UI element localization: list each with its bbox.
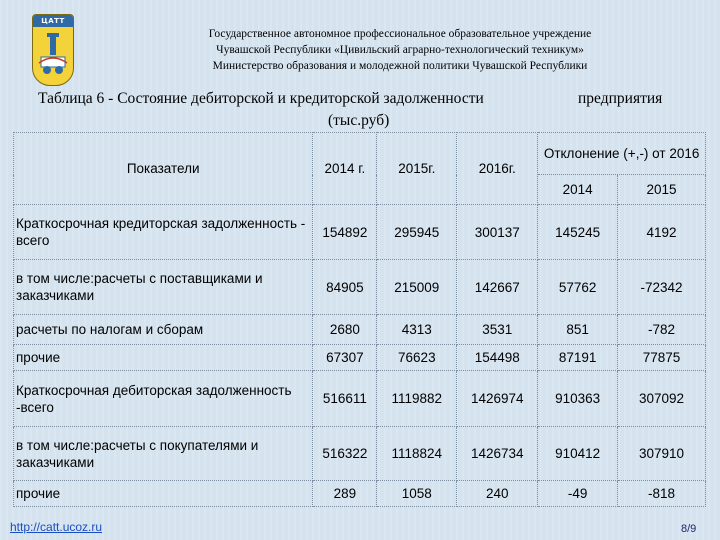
- cell-2014: 2680: [313, 315, 377, 345]
- logo-emblem-icon: [37, 33, 69, 77]
- cell-2016: 3531: [457, 315, 538, 345]
- header-deviation-2014: 2014: [538, 175, 618, 205]
- cell-2014: 516611: [313, 371, 377, 427]
- cell-2014: 289: [313, 481, 377, 507]
- table-row: [14, 481, 706, 507]
- cell-dev-2015: 4192: [618, 205, 706, 260]
- cell-dev-2015: 307910: [618, 427, 706, 481]
- institution-header: [90, 26, 710, 74]
- table-row: [14, 427, 706, 481]
- cell-2014: 516322: [313, 427, 377, 481]
- cell-dev-2014: -49: [538, 481, 618, 507]
- cell-2015: 215009: [377, 260, 457, 315]
- header-line-1: Государственное автономное профессиональное образовательное учреждение: [208, 28, 592, 40]
- cell-2015: 76623: [377, 345, 457, 371]
- cell-dev-2015: 77875: [618, 345, 706, 371]
- header-2014: 2014 г.: [313, 133, 377, 205]
- cell-2015: 295945: [377, 205, 457, 260]
- row-label: в том числе:расчеты с покупателями и заказчиками: [14, 427, 313, 481]
- logo-text: ЦАТТ: [33, 15, 73, 27]
- cell-2016: 142667: [457, 260, 538, 315]
- row-label: Краткосрочная дебиторская задолженность -всего: [14, 371, 313, 427]
- table-title-main: Таблица 6 - Состояние дебиторской и кредиторской задолженности: [38, 90, 484, 107]
- cell-dev-2015: -818: [618, 481, 706, 507]
- header-row: [14, 133, 706, 175]
- header-line-3: Министерство образования и молодежной политики Чувашской Республики: [212, 60, 588, 72]
- header-indicators: Показатели: [14, 133, 313, 205]
- cell-dev-2015: -72342: [618, 260, 706, 315]
- cell-2016: 300137: [457, 205, 538, 260]
- college-logo: [32, 14, 74, 86]
- cell-2015: 1058: [377, 481, 457, 507]
- table-units: (тыс.руб): [328, 112, 390, 129]
- cell-2014: 67307: [313, 345, 377, 371]
- header-2015: 2015г.: [377, 133, 457, 205]
- row-label: Краткосрочная кредиторская задолженность - всего: [14, 205, 313, 260]
- cell-dev-2014: 57762: [538, 260, 618, 315]
- table-title-tail: предприятия: [578, 90, 663, 107]
- cell-2015: 1118824: [377, 427, 457, 481]
- header-line-2: Чувашской Республики «Цивильский аграрно-технологический техникум»: [216, 44, 584, 56]
- header-2016: 2016г.: [457, 133, 538, 205]
- row-label: прочие: [14, 481, 313, 507]
- website-link[interactable]: http://catt.ucoz.ru: [10, 520, 103, 534]
- cell-2015: 1119882: [377, 371, 457, 427]
- cell-2016: 1426734: [457, 427, 538, 481]
- header-deviation: Отклонение (+,-) от 2016: [538, 133, 706, 175]
- cell-dev-2014: 910363: [538, 371, 618, 427]
- header-deviation-2015: 2015: [618, 175, 706, 205]
- cell-dev-2015: -782: [618, 315, 706, 345]
- cell-2016: 154498: [457, 345, 538, 371]
- table-row: [14, 205, 706, 260]
- page-number: 8/9: [681, 523, 697, 535]
- table-row: [14, 345, 706, 371]
- cell-dev-2015: 307092: [618, 371, 706, 427]
- cell-2014: 154892: [313, 205, 377, 260]
- cell-2015: 4313: [377, 315, 457, 345]
- cell-2014: 84905: [313, 260, 377, 315]
- row-label: прочие: [14, 345, 313, 371]
- table-row: [14, 315, 706, 345]
- debt-table: [13, 132, 706, 507]
- row-label: расчеты по налогам и сборам: [14, 315, 313, 345]
- row-label: в том числе:расчеты с поставщиками и заказчиками: [14, 260, 313, 315]
- cell-dev-2014: 910412: [538, 427, 618, 481]
- cell-2016: 240: [457, 481, 538, 507]
- cell-2016: 1426974: [457, 371, 538, 427]
- table-row: [14, 260, 706, 315]
- cell-dev-2014: 851: [538, 315, 618, 345]
- table-row: [14, 371, 706, 427]
- cell-dev-2014: 145245: [538, 205, 618, 260]
- cell-dev-2014: 87191: [538, 345, 618, 371]
